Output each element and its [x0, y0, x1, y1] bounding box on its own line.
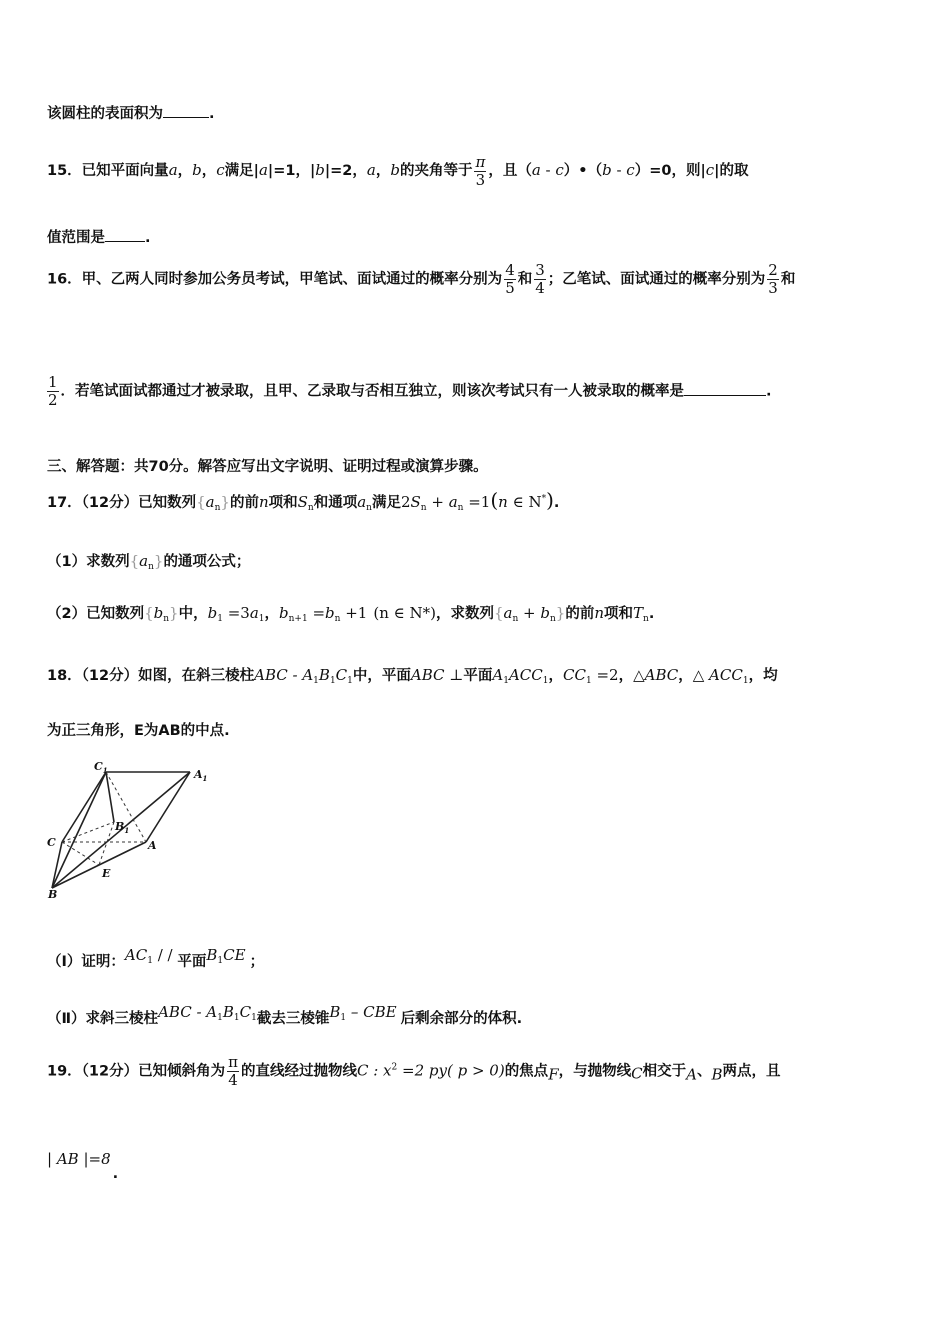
question-18-part1 [47, 940, 264, 977]
vec-a: a [258, 161, 268, 179]
frac-den: 4 [535, 279, 545, 297]
vec-b: b [602, 161, 612, 179]
math-a: a [205, 493, 215, 511]
q17-2-text: ，求数列 [435, 606, 494, 622]
math: △ ACC [692, 666, 743, 684]
math: +1 [340, 604, 368, 622]
math: B [711, 1065, 723, 1084]
period: . [553, 495, 560, 511]
label-b: B [48, 888, 58, 900]
vec-c: c [555, 161, 564, 179]
q15-text: |=1，| [267, 163, 316, 179]
q18-text: 为正三角形，E为AB的中点. [47, 723, 230, 739]
vec-c: c [705, 161, 715, 179]
math-sup: 2 [391, 1062, 398, 1073]
q15-text: 的夹角等于 [399, 163, 473, 179]
q18-2-text: 截去三棱锥 [256, 1011, 330, 1027]
fraction-1-2 [47, 374, 59, 409]
label-b1: $B_1$ [115, 820, 130, 835]
q17-2-text: 项和 [604, 606, 634, 622]
q19-text: 19．（12分）已知倾斜角为 [47, 1063, 226, 1080]
period: . [766, 383, 772, 400]
q18-2-text: 后剩余部分的体积. [400, 1011, 523, 1027]
q14-tail-text: 该圆柱的表面积为 [47, 106, 163, 122]
frac-num: 1 [48, 373, 58, 391]
math: CE [223, 946, 246, 964]
sep: ， [375, 163, 391, 179]
math: A [492, 666, 504, 684]
question-18-cont [47, 719, 230, 740]
q15-text: ）•（ [563, 163, 603, 179]
minus: - [540, 161, 556, 179]
math: B [206, 946, 218, 964]
brace: { [129, 552, 140, 570]
question-17-part2 [47, 598, 654, 634]
period: . [112, 1166, 119, 1182]
fraction-2-3 [767, 262, 779, 297]
math-sub: 1 [217, 956, 224, 966]
math-sub: n [334, 614, 341, 624]
math: ABC - A [158, 1003, 218, 1021]
math-sub: 1 [258, 614, 265, 624]
brace: { [144, 604, 154, 622]
math: ( [490, 488, 499, 512]
math: ACC [508, 666, 543, 684]
frac-den: 4 [228, 1071, 238, 1089]
frac-num: 2 [768, 261, 778, 279]
math-sub: 1 [313, 676, 319, 686]
math: F [548, 1065, 559, 1084]
q18-text: 平面 [463, 668, 493, 684]
section-3-heading [47, 455, 488, 476]
edge-c1-c [62, 772, 106, 842]
q16-text: 和 [517, 271, 533, 288]
q15-text: ）=0，则| [634, 163, 706, 179]
label-a: A [148, 839, 157, 852]
math: =3 [222, 604, 250, 622]
period: . [648, 606, 655, 622]
fraction-3-4 [534, 262, 546, 297]
question-15-cont [47, 226, 151, 247]
math-sub: 1 [742, 676, 749, 686]
math: C [631, 1064, 643, 1083]
math-a: a [448, 493, 458, 511]
fraction-4-5 [504, 262, 516, 297]
q19-text: ，与抛物线 [558, 1063, 632, 1080]
math: | AB |=8 [47, 1150, 111, 1168]
q17-2-text: 中， [178, 606, 208, 622]
answer-blank [163, 107, 209, 118]
frac-num: π [475, 152, 486, 171]
q18-1-text: （Ⅰ）证明： [47, 954, 125, 970]
math-sub: n [420, 503, 427, 513]
math: B [318, 666, 330, 684]
math-sub: n [366, 503, 372, 513]
vec-c: c [626, 161, 635, 179]
math: C : x [356, 1061, 392, 1080]
q18-1-text: 平面 [177, 954, 207, 970]
label-a1: $A_1$ [194, 768, 208, 783]
math-T: T [633, 604, 644, 622]
q18-text: 中，平面 [352, 668, 411, 684]
q17-text: 项和 [268, 495, 298, 511]
math-sub: n [512, 614, 519, 624]
edge-a1-a [146, 772, 190, 842]
q16-text: 和 [780, 271, 796, 288]
q19-text: 的直线经过抛物线 [240, 1063, 357, 1080]
question-18-part2 [47, 997, 522, 1034]
math-a: a [139, 552, 149, 570]
math-a: a [503, 604, 513, 622]
q15-text: |=2， [324, 163, 367, 179]
prism-figure [42, 752, 212, 900]
q18-text: 18．（12分）如图，在斜三棱柱 [47, 668, 255, 684]
math: = [307, 604, 326, 622]
label-e: E [102, 867, 111, 880]
frac-den: 3 [768, 279, 778, 297]
math-S: S [297, 493, 308, 511]
math: 2 [400, 493, 411, 511]
math: ) [546, 488, 554, 512]
q17-text: 和通项 [313, 495, 358, 511]
math-sub: 1 [329, 676, 336, 686]
sep: ， [177, 163, 193, 179]
frac-den: 3 [475, 170, 486, 189]
q17-text: 17．（12分）已知数列 [47, 495, 197, 511]
vec-b: b [390, 161, 400, 179]
period: . [145, 230, 151, 246]
question-16 [47, 262, 795, 297]
math-sub: n [148, 562, 154, 572]
minus: - [611, 161, 627, 179]
frac-num: π [228, 1053, 238, 1071]
math-sub: n [550, 614, 556, 624]
question-18 [47, 660, 778, 696]
math-sub: 1 [233, 1013, 240, 1023]
frac-num: 3 [535, 261, 545, 279]
math: CC [563, 666, 586, 684]
q19-text: 的焦点 [504, 1063, 549, 1080]
math: B [329, 1003, 341, 1021]
vec-a: a [531, 161, 541, 179]
q19-text: 两点，且 [722, 1063, 781, 1080]
frac-num: 4 [505, 261, 515, 279]
vec-b: b [192, 161, 202, 179]
q15-intro: 15．已知平面向量 [47, 163, 169, 179]
math: ∈ N [507, 493, 542, 511]
q18-1-text: ； [249, 954, 265, 970]
math-sub: 1 [147, 956, 153, 966]
math: + [518, 604, 541, 622]
sep: ， [201, 163, 217, 179]
q17-text: 的前 [229, 495, 259, 511]
math: n [498, 493, 508, 511]
brace: } [169, 604, 179, 622]
q19-text: 相交于 [642, 1063, 687, 1080]
q15-text: ，且（ [488, 163, 532, 179]
math: – CBE [346, 1003, 397, 1021]
math-sub: 1 [347, 676, 353, 686]
q18-2-text: （Ⅱ）求斜三棱柱 [47, 1011, 159, 1027]
q15-text: |的取 [714, 163, 749, 179]
answer-blank [105, 231, 145, 242]
math: =1 [463, 493, 491, 511]
math-sub: 1 [217, 614, 223, 624]
math-sub: n [643, 614, 649, 624]
math: =2 py( p > 0) [397, 1061, 505, 1080]
math: AC [124, 946, 148, 964]
math: △ABC [633, 666, 679, 684]
section-3-text: 三、解答题：共70分。解答应写出文字说明、证明过程或演算步骤。 [47, 459, 488, 475]
fraction-pi-over-4 [227, 1054, 239, 1089]
sep: ， [618, 668, 634, 684]
math-n: n [258, 493, 269, 511]
math-sub: 1 [251, 1013, 257, 1023]
vec-a: a [366, 161, 376, 179]
q16-text: ．若笔试面试都通过才被录取，且甲、乙录取与否相互独立，则该次考试只有一人被录取的概率是 [60, 383, 685, 400]
math-b: b [207, 604, 218, 622]
brace: } [153, 552, 164, 570]
question-17 [47, 484, 559, 523]
label-c1: $C_1$ [94, 760, 108, 775]
q16-text: ；乙笔试、面试通过的概率分别为 [547, 271, 766, 288]
math-sub: 1 [542, 676, 549, 686]
period: . [209, 106, 215, 122]
q15-text: 满足| [224, 163, 259, 179]
q15-text: 值范围是 [47, 230, 105, 246]
math-n: n [594, 604, 605, 622]
math-b: b [540, 604, 550, 622]
vec-a: a [168, 161, 178, 179]
brace: } [220, 493, 230, 511]
edge-c1-b [52, 772, 106, 888]
frac-den: 2 [48, 391, 58, 409]
math: + [426, 493, 449, 511]
math-sub: n [457, 503, 464, 513]
question-16-cont [47, 374, 772, 409]
math: B [222, 1003, 234, 1021]
q17-2-text: （2）已知数列 [47, 606, 145, 622]
math: ABC - A [254, 666, 314, 684]
sep: ， [548, 668, 563, 684]
sep: ， [264, 606, 280, 622]
math-a: a [357, 493, 367, 511]
math: =2 [591, 666, 619, 684]
math: ABC ⊥ [410, 666, 464, 684]
math-sub: n [214, 503, 221, 513]
question-15 [47, 150, 748, 191]
sep: ， [678, 668, 693, 684]
math-sub: 1 [585, 676, 592, 686]
brace: { [493, 604, 504, 622]
math: A [686, 1065, 697, 1084]
math-sub: 1 [340, 1013, 347, 1023]
brace: { [196, 493, 206, 511]
q14-tail [47, 102, 215, 123]
math-sup: * [541, 494, 547, 504]
brace: } [555, 604, 566, 622]
math: C [335, 666, 348, 684]
math-b: b [325, 604, 335, 622]
math: C [239, 1003, 252, 1021]
question-19-cont [47, 1150, 118, 1182]
math-sub: n [163, 614, 170, 624]
vec-b: b [315, 161, 325, 179]
answer-blank [684, 385, 766, 396]
q18-text: ，均 [748, 668, 778, 684]
math-sub: 1 [503, 676, 509, 686]
math-S: S [410, 493, 421, 511]
label-c: C [47, 836, 56, 849]
question-17-part1 [47, 546, 250, 582]
frac-den: 5 [505, 279, 515, 297]
math-b: b [153, 604, 164, 622]
math: (n ∈ N*) [373, 604, 436, 622]
q19-text: 、 [696, 1063, 712, 1080]
q17-2-text: 的前 [565, 606, 595, 622]
vec-c: c [216, 161, 225, 179]
question-19 [47, 1054, 780, 1089]
math-b: b [279, 604, 289, 622]
dashed-c-b1 [62, 822, 114, 842]
math-sub: 1 [217, 1013, 223, 1023]
math: / / [152, 946, 178, 964]
q17-1-text: 的通项公式； [163, 554, 251, 570]
q17-text: 满足 [371, 495, 401, 511]
fraction-pi-over-3 [474, 154, 486, 189]
math-a: a [249, 604, 259, 622]
q17-1-text: （1）求数列 [47, 554, 130, 570]
math-sub: n [307, 503, 314, 513]
math-sub: n+1 [288, 614, 308, 624]
q16-text: 16．甲、乙两人同时参加公务员考试，甲笔试、面试通过的概率分别为 [47, 271, 503, 288]
